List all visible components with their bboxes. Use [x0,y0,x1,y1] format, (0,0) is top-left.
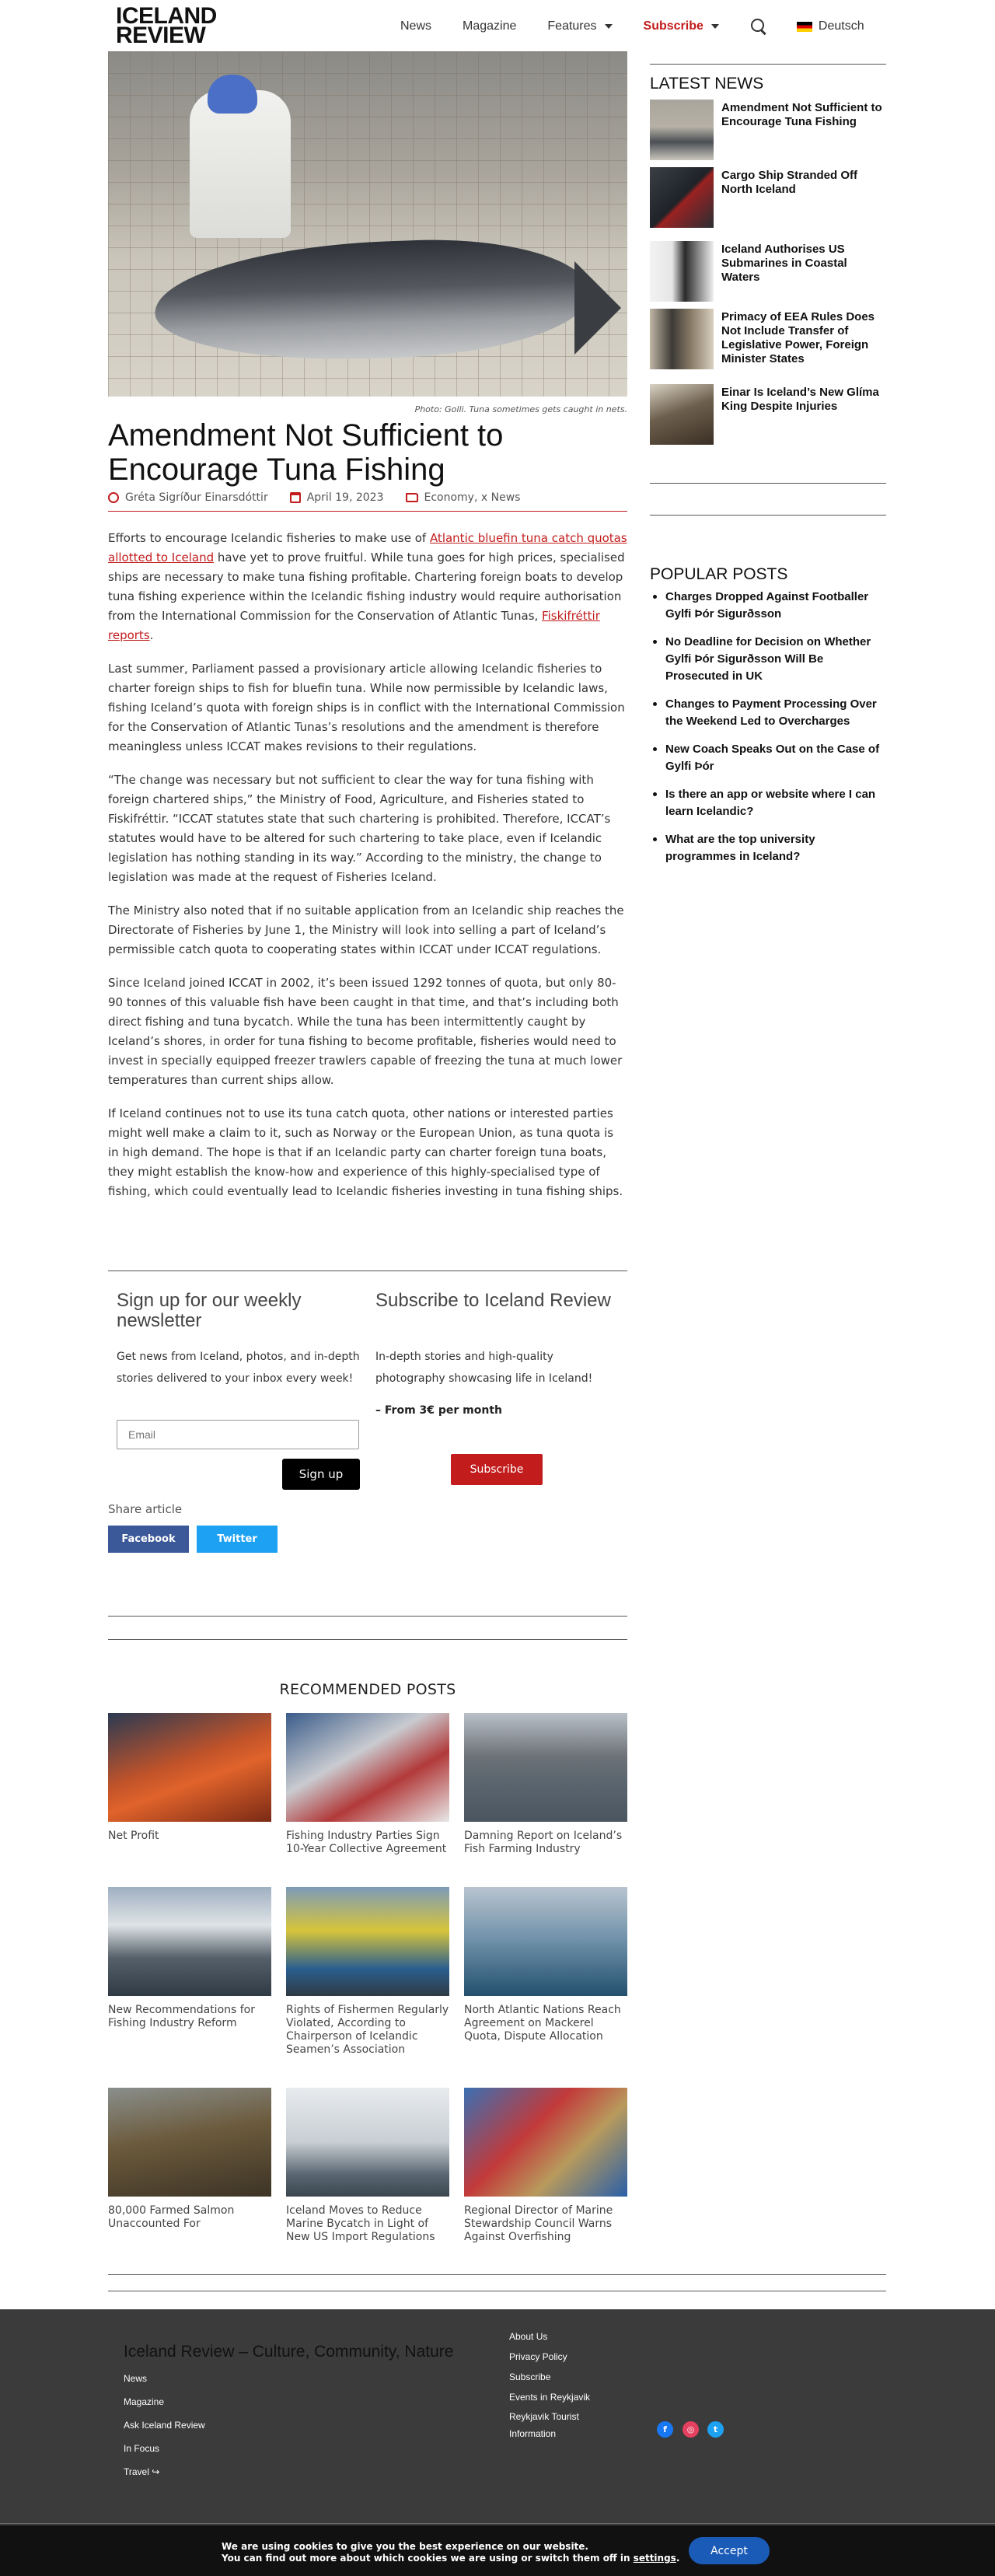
share-twitter-button[interactable]: Twitter [197,1526,278,1553]
latest-news-item[interactable] [650,384,886,448]
email-input[interactable] [117,1420,359,1449]
search-icon[interactable] [750,18,767,35]
recommended-caption: Net Profit [108,1830,159,1842]
chevron-down-icon [605,24,613,29]
newsletter-text: Get news from Iceland, photos, and in-depth stories delivered to your inbox every week! [117,1351,360,1385]
latest-news-thumb [650,167,714,228]
tuna-tail [574,261,621,355]
instagram-icon[interactable]: ◎ [683,2421,699,2438]
article-body [108,529,627,1215]
language-label: Deutsch [818,19,864,33]
footer-link-travel[interactable]: Travel ↪ [124,2466,160,2477]
sidebar-divider [650,515,886,516]
nav-features-label: Features [547,19,597,33]
recommended-caption: 80,000 Farmed Salmon Unaccounted For [108,2204,235,2230]
user-icon [108,492,119,503]
facebook-icon[interactable]: f [657,2421,673,2438]
recommended-card[interactable] [464,1713,627,1856]
chevron-down-icon [711,24,719,29]
divider [108,1616,627,1617]
divider [108,2274,886,2275]
latest-news-thumb [650,241,714,302]
recommended-image [464,1887,627,1996]
date-text: April 19, 2023 [306,491,384,504]
recommended-card[interactable] [108,1713,271,1843]
recommended-card[interactable] [108,2088,271,2231]
share-facebook-button[interactable]: Facebook [108,1526,189,1553]
photo-caption: Photo: Golli. Tuna sometimes gets caught in nets. [414,404,627,414]
categories-text: Economy, x News [424,491,521,504]
article-hero-image [108,51,627,397]
footer-link-infocus[interactable]: In Focus [124,2443,160,2454]
subscribe-price: – From 3€ per month [375,1404,503,1417]
nav-news[interactable]: News [400,19,432,33]
twitter-icon[interactable]: t [707,2421,724,2438]
recommended-image [286,2088,449,2197]
latest-news-item[interactable] [650,241,886,305]
recommended-card[interactable] [464,2088,627,2244]
paragraph-6: If Iceland continues not to use its tuna catch quota, other nations or interested parties might well make a claim to it, such as Norway or the European Union, as tuna quota is in high demand. The hope is that if an Icelandic party can charter foreign tuna boats, they might establish the know-how and experience of this highly-specialised type of fishing, which could eventually lead to Icelandic fisheries investing in tuna fishing ships. [108,1106,623,1198]
recommended-title: RECOMMENDED POSTS [279,1681,456,1698]
article-title: Amendment Not Sufficient to Encourage Tuna Fishing [108,418,504,487]
footer-link-subscribe[interactable]: Subscribe [509,2372,551,2382]
cookie-accept-button[interactable]: Accept [689,2537,770,2564]
latest-news-item[interactable] [650,309,886,372]
site-logo[interactable] [116,3,217,48]
popular-post-item[interactable]: What are the top university programmes in Iceland? [650,831,886,865]
latest-news-heading: LATEST NEWS [650,75,764,93]
footer-link-ask[interactable]: Ask Iceland Review [124,2420,205,2431]
latest-news-title: Amendment Not Sufficient to Encourage Tuna Fishing [721,101,882,128]
article-meta [108,491,627,512]
quota-link[interactable]: Atlantic bluefin tuna catch quotas allotted to Iceland [108,531,627,564]
recommended-image [464,2088,627,2197]
recommended-caption: Fishing Industry Parties Sign 10-Year Collective Agreement [286,1830,447,1855]
popular-post-item[interactable]: Changes to Payment Processing Over the Weekend Led to Overcharges [650,696,886,730]
nav-subscribe[interactable] [644,19,719,33]
german-flag-icon [797,22,812,32]
share-label: Share article [108,1502,183,1516]
cookie-line-2-text: You can find out more about which cookies we are using or switch them off in [222,2553,634,2564]
paragraph-3: “The change was necessary but not sufficient to clear the way for tuna fishing with foreign chartered ships,” the Ministry of Food, Agriculture, and Fisheries stated to Fiskifréttir. “ICCAT statutes state that such chartering is prohibited. Therefore, ICCAT’s statutes would have to be altered for such chartering to take place, even if Icelandic legislation has nothing standing in its way.” According to the ministry, the change to legislation was made at the request of Fisheries Iceland. [108,773,611,884]
recommended-image [286,1713,449,1822]
recommended-caption: Regional Director of Marine Stewardship Council Warns Against Overfishing [464,2204,613,2243]
latest-news-thumb [650,100,714,160]
latest-news-thumb [650,309,714,369]
subscribe-button[interactable]: Subscribe [451,1454,543,1485]
recommended-card[interactable] [286,1713,449,1856]
nav-features[interactable] [547,19,612,33]
calendar-icon [290,492,301,503]
footer-link-news[interactable]: News [124,2373,148,2384]
p1-text-a: Efforts to encourage Icelandic fisheries to make use of [108,531,430,545]
fiskifrettir-link[interactable]: Fiskifréttir reports [108,609,600,642]
latest-news-title: Cargo Ship Stranded Off North Iceland [721,169,858,196]
recommended-caption: North Atlantic Nations Reach Agreement on Mackerel Quota, Dispute Allocation [464,2004,621,2043]
recommended-caption: New Recommendations for Fishing Industry Reform [108,2004,255,2029]
recommended-caption: Iceland Moves to Reduce Marine Bycatch in Light of New US Import Regulations [286,2204,435,2243]
footer-link-privacy[interactable]: Privacy Policy [509,2351,567,2362]
cookie-settings-link[interactable]: settings [633,2553,676,2564]
latest-news-title: Einar Is Iceland’s New Glíma King Despite Injuries [721,386,879,413]
paragraph-4: The Ministry also noted that if no suitable application from an Icelandic ship reaches the Directorate of Fisheries by June 1, the Ministry will look into selling a part of Iceland’s permissible catch quota to cooperating states within ICCAT under ICCAT regulations. [108,904,624,956]
paragraph-1 [108,529,627,645]
paragraph-5: Since Iceland joined ICCAT in 2002, it’s been issued 1292 tonnes of quota, but only 80-90 tonnes of this valuable fish have been caught in that time, and that’s including both direct fishing and tuna bycatch. While the tuna has been intermittently caught by Iceland’s shores, in order for tuna fishing to become profitable, fisheries would need to invest in specially equipped freezer trawlers capable of freezing the tuna at much lower temperatures than current ships allow. [108,976,623,1087]
author[interactable] [108,491,268,504]
popular-posts-heading: POPULAR POSTS [650,565,788,583]
latest-news-title: Iceland Authorises US Submarines in Coastal Waters [721,243,847,284]
folder-icon [406,493,418,502]
popular-post-item[interactable]: New Coach Speaks Out on the Case of Gylfi Þór [650,741,886,775]
divider [108,1639,627,1640]
latest-news-title: Primacy of EEA Rules Does Not Include Transfer of Legislative Power, Foreign Minister States [721,310,875,365]
logo-line-1: ICELAND [116,3,217,29]
hairnet [208,75,257,114]
sidebar-divider [650,483,886,484]
latest-news-thumb [650,384,714,445]
popular-post-item[interactable]: No Deadline for Decision on Whether Gylfi Þór Sigurðsson Will Be Prosecuted in UK [650,634,886,685]
recommended-card[interactable] [464,1887,627,2043]
recommended-caption: Damning Report on Iceland’s Fish Farming Industry [464,1830,623,1855]
footer-divider [0,2523,995,2524]
nav-subscribe-label: Subscribe [643,19,703,33]
sidebar-divider [650,64,886,65]
paragraph-2: Last summer, Parliament passed a provisionary article allowing Icelandic fisheries to charter foreign ships to fish for bluefin tuna. While now permissible by Icelandic laws, fishing Iceland’s quota with foreign ships is in conflict with the International Commission for the Conservation of Atlantic Tunas’s resolutions and the amendment is therefore meaningless unless ICCAT makes revisions to their regulations. [108,662,625,753]
recommended-image [286,1887,449,1996]
footer-link-events[interactable]: Events in Reykjavik [509,2392,591,2403]
latest-news-item[interactable] [650,100,886,163]
subscribe-text: In-depth stories and high-quality photography showcasing life in Iceland! [375,1351,593,1385]
nav-magazine[interactable]: Magazine [463,19,517,33]
language-switch[interactable] [797,19,864,33]
recommended-card[interactable] [286,1887,449,2057]
recommended-image [108,2088,271,2197]
cookie-line-2 [222,2553,688,2564]
popular-post-item[interactable]: Is there an app or website where I can learn Icelandic? [650,786,886,820]
recommended-caption: Rights of Fishermen Regularly Violated, According to Chairperson of Icelandic Seamen’s Association [286,2004,449,2056]
cookie-text [222,2541,688,2564]
main-nav [400,17,896,36]
subscribe-title: Subscribe to Iceland Review [375,1290,611,1311]
p1-text-b: have yet to prove fruitful. While tuna goes for high prices, specialised ships are necessary to make tuna fishing profitable. Chartering foreign boats to develop tuna fishing experience within the Icelandic fishing industry would require authorisation from the International Commission for the Conservation of Atlantic Tunas, [108,551,625,623]
p1-text-c: . [149,628,154,642]
footer-link-magazine[interactable]: Magazine [124,2396,165,2407]
cookie-line-1: We are using cookies to give you the best experience on our website. [222,2541,588,2552]
site-header [0,0,995,51]
cookie-line-2-end: . [676,2553,680,2564]
popular-posts-list [650,589,886,876]
signup-button[interactable]: Sign up [282,1459,360,1490]
footer-link-about[interactable]: About Us [509,2331,548,2342]
categories[interactable] [406,491,521,504]
recommended-image [108,1713,271,1822]
footer-link-tourist-info[interactable]: Reykjavik Tourist Information [509,2411,579,2439]
recommended-image [108,1887,271,1996]
logo-line-2: REVIEW [116,23,206,48]
newsletter-title: Sign up for our weekly newsletter [117,1290,302,1331]
publish-date [290,491,384,504]
latest-news-item[interactable] [650,167,886,231]
author-name: Gréta Sigríður Einarsdóttir [125,491,268,504]
popular-post-item[interactable]: Charges Dropped Against Footballer Gylfi Þór Sigurðsson [650,589,886,623]
footer-title: Iceland Review – Culture, Community, Nature [124,2343,454,2361]
recommended-card[interactable] [108,1887,271,2030]
recommended-card[interactable] [286,2088,449,2244]
recommended-image [464,1713,627,1822]
